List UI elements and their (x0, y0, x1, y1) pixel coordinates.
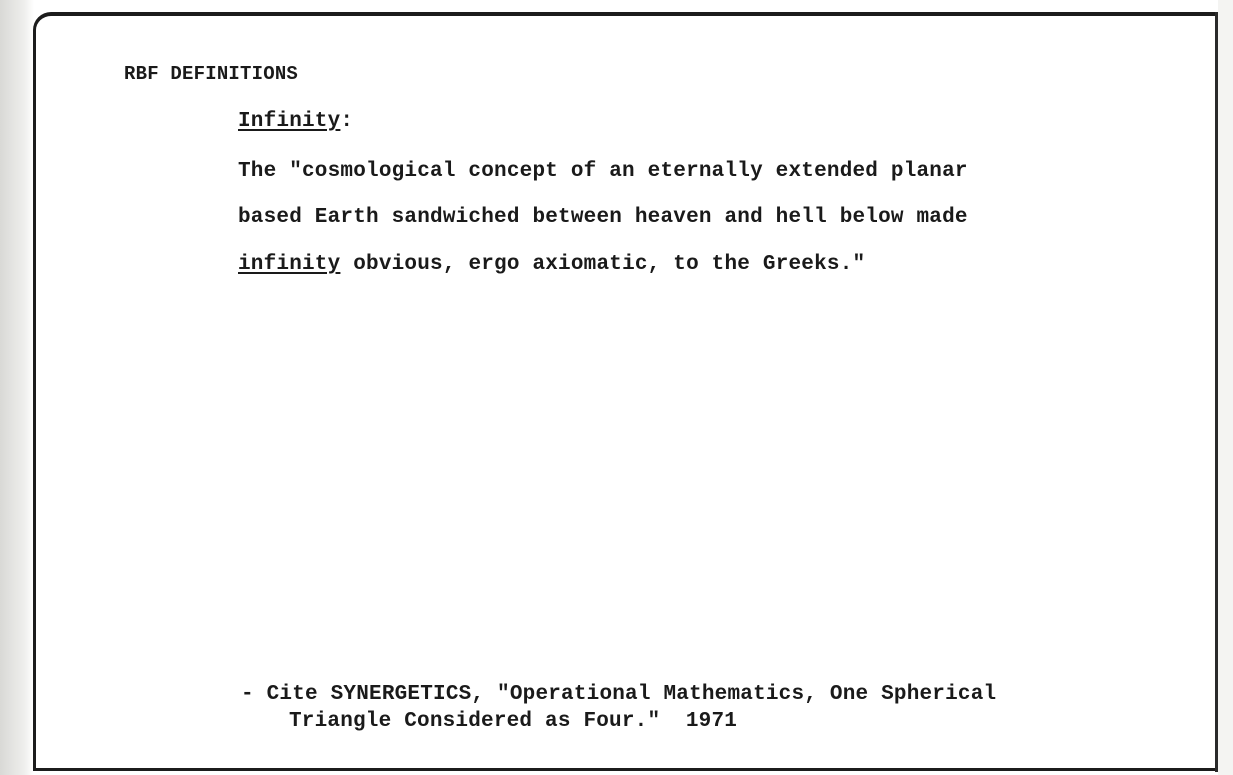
index-card (33, 12, 1216, 771)
definition-line-3-rest: obvious, ergo axiomatic, to the Greeks." (340, 253, 866, 276)
citation-line-2: Triangle Considered as Four." 1971 (289, 710, 738, 733)
definition-line-3 (238, 253, 865, 276)
card-heading: RBF DEFINITIONS (124, 63, 299, 85)
term-text: Infinity (238, 110, 341, 133)
underlined-word: infinity (238, 253, 341, 276)
scan-right-margin (1218, 0, 1233, 775)
scan-shadow (0, 0, 34, 775)
definition-term (238, 110, 353, 133)
definition-line-1: The "cosmological concept of an eternally extended planar (238, 160, 968, 183)
citation-line-1: - Cite SYNERGETICS, "Operational Mathematics, One Spherical (241, 683, 997, 706)
term-colon: : (340, 110, 354, 133)
definition-line-2: based Earth sandwiched between heaven and hell below made (238, 206, 968, 229)
